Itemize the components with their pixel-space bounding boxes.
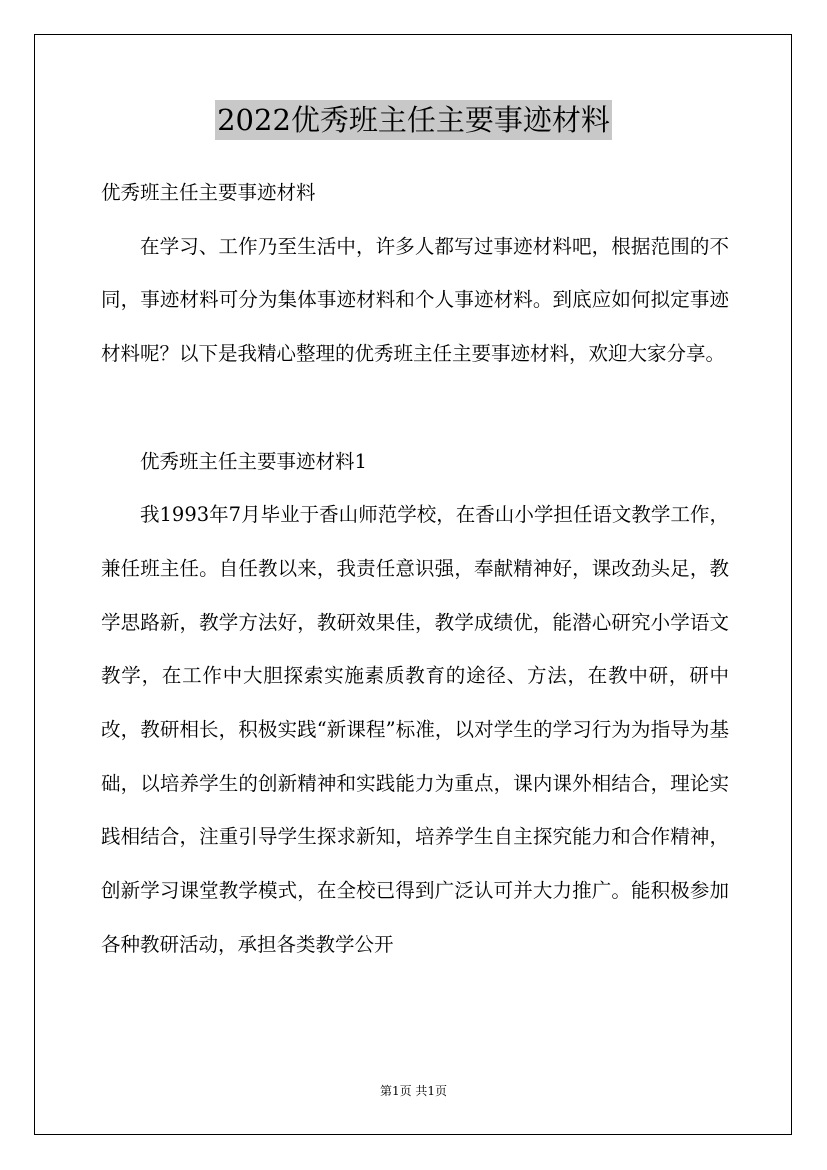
paragraph-spacer (101, 381, 729, 435)
section-paragraph: 我1993年7月毕业于香山师范学校，在香山小学担任语文教学工作，兼任班主任。自任教以来，我责任意识强，奉献精神好，课改劲头足，教学思路新，教学方法好，教研效果佳，教学成绩优，能潜心研究小学语文教学，在工作中大胆探索实施素质教育的途径、方法，在教中研，研中改，教研相长，积极实践“新课程”标准，以对学生的学习行为为指导为基础，以培养学生的创新精神和实践能力为重点，课内课外相结合，理论实践相结合，注重引导学生探求新知，培养学生自主探究能力和合作精神，创新学习课堂教学模式，在全校已得到广泛认可并大力推广。能积极参加各种教研活动，承担各类教学公开 (101, 503, 729, 956)
page-footer: 第1页 共1页 (379, 1084, 448, 1098)
document-title: 2022优秀班主任主要事迹材料 (215, 100, 612, 140)
document-subtitle: 优秀班主任主要事迹材料 (101, 181, 316, 204)
section-heading: 优秀班主任主要事迹材料1 (140, 449, 367, 473)
intro-paragraph: 在学习、工作乃至生活中，许多人都写过事迹材料吧，根据范围的不同，事迹材料可分为集体事迹材料和个人事迹材料。到底应如何拟定事迹材料呢？以下是我精心整理的优秀班主任主要事迹材料，欢迎大家分享。 (101, 234, 729, 366)
title-container (0, 100, 827, 140)
document-body (101, 166, 729, 972)
